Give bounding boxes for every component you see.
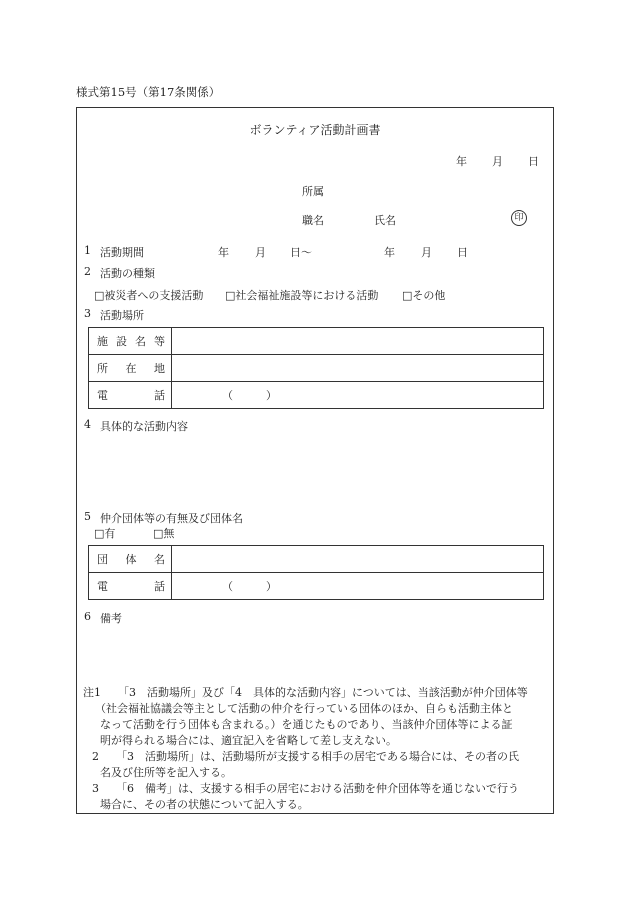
type-option-label: 被災者への支援活動 bbox=[104, 289, 204, 302]
label-char: 在 bbox=[125, 362, 137, 375]
period-to-month: 月 bbox=[421, 246, 432, 259]
period-to-day: 日 bbox=[457, 246, 468, 259]
type-label: 活動の種類 bbox=[100, 267, 155, 280]
intermediary-table bbox=[88, 545, 544, 600]
form-title: ボランティア活動計画書 bbox=[249, 123, 381, 137]
intermediary-no-checkbox[interactable] bbox=[153, 525, 174, 541]
note-line: 「6 備考」は、支援する相手の居宅における活動を仲介団体等を通じないで行う bbox=[116, 782, 519, 795]
date-year-label: 年 bbox=[456, 155, 467, 168]
option-label: 有 bbox=[104, 527, 116, 540]
type-option-disaster-checkbox[interactable] bbox=[94, 287, 203, 303]
phone-value: （ ） bbox=[222, 580, 277, 593]
period-from-month: 月 bbox=[255, 246, 266, 259]
section-number: 3 bbox=[84, 307, 91, 320]
label-char: 電 bbox=[97, 389, 108, 402]
place-table bbox=[88, 327, 544, 409]
note-3-prefix: 3 bbox=[92, 782, 99, 795]
phone-field[interactable] bbox=[172, 382, 544, 409]
note-line: なって活動を行う団体も含まれる。）を通じたものであり、当該仲介団体等による証 bbox=[100, 718, 513, 731]
note-line: 名及び住所等を記入する。 bbox=[100, 766, 232, 779]
note-line: （社会福祉協議会等主として活動の仲介を行っている団体のほか、自らも活動主体と bbox=[95, 702, 513, 715]
section-number: 6 bbox=[84, 610, 91, 623]
phone-label bbox=[89, 387, 171, 403]
remarks-label: 備考 bbox=[100, 612, 122, 625]
address-field[interactable] bbox=[172, 355, 544, 382]
position-label: 職名 bbox=[302, 214, 324, 227]
label-char: 名 bbox=[154, 553, 165, 566]
type-option-label: その他 bbox=[412, 289, 446, 302]
table-row bbox=[89, 546, 544, 573]
section-number: 2 bbox=[84, 265, 91, 278]
note-2-prefix: 2 bbox=[92, 750, 99, 763]
type-option-label: 社会福祉施設等における活動 bbox=[235, 289, 379, 302]
group-name-label bbox=[89, 551, 171, 567]
note-line: 「3 活動場所」は、活動場所が支援する相手の居宅である場合には、その者の氏 bbox=[116, 750, 519, 763]
seal-icon: 印 bbox=[511, 210, 527, 226]
note-1-prefix: 注1 bbox=[83, 686, 101, 699]
type-option-other-checkbox[interactable] bbox=[402, 287, 445, 303]
option-label: 無 bbox=[163, 527, 175, 540]
table-row bbox=[89, 573, 544, 600]
label-char: 名 bbox=[135, 335, 146, 348]
label-char: 話 bbox=[154, 580, 165, 593]
type-option-welfare-checkbox[interactable] bbox=[225, 287, 378, 303]
note-line: 「3 活動場所」及び「4 具体的な活動内容」については、当該活動が仲介団体等 bbox=[118, 686, 528, 699]
label-char: 電 bbox=[97, 580, 108, 593]
note-line: 場合に、その者の状態について記入する。 bbox=[100, 798, 309, 811]
table-row bbox=[89, 328, 544, 355]
phone-value: （ ） bbox=[222, 389, 277, 402]
content-label: 具体的な活動内容 bbox=[100, 420, 188, 433]
name-label: 氏名 bbox=[374, 214, 396, 227]
section-number: 4 bbox=[84, 418, 91, 431]
label-char: 等 bbox=[154, 335, 165, 348]
label-char: 団 bbox=[97, 553, 108, 566]
facility-name-field[interactable] bbox=[172, 328, 544, 355]
section-number: 5 bbox=[84, 510, 91, 523]
label-char: 所 bbox=[97, 362, 108, 375]
group-name-field[interactable] bbox=[172, 546, 544, 573]
intermediary-label: 仲介団体等の有無及び団体名 bbox=[100, 512, 243, 525]
facility-name-label bbox=[89, 333, 171, 349]
label-char: 体 bbox=[125, 553, 137, 566]
period-to-year: 年 bbox=[384, 246, 395, 259]
table-row bbox=[89, 382, 544, 409]
affiliation-label: 所属 bbox=[302, 185, 324, 198]
period-from-year: 年 bbox=[218, 246, 229, 259]
label-char: 施 bbox=[97, 335, 108, 348]
date-day-label: 日 bbox=[528, 155, 539, 168]
phone-label bbox=[89, 578, 171, 594]
address-label bbox=[89, 360, 171, 376]
intermediary-yes-checkbox[interactable] bbox=[94, 525, 115, 541]
table-row bbox=[89, 355, 544, 382]
label-char: 話 bbox=[154, 389, 165, 402]
period-from-day: 日～ bbox=[290, 246, 312, 259]
phone-field[interactable] bbox=[172, 573, 544, 600]
place-label: 活動場所 bbox=[100, 309, 144, 322]
date-month-label: 月 bbox=[492, 155, 503, 168]
form-number: 様式第15号（第17条関係） bbox=[76, 85, 221, 99]
period-label: 活動期間 bbox=[100, 246, 144, 259]
note-line: 明が得られる場合には、適宜記入を省略して差し支えない。 bbox=[100, 734, 397, 747]
label-char: 地 bbox=[154, 362, 165, 375]
label-char: 設 bbox=[116, 335, 127, 348]
section-number: 1 bbox=[84, 244, 91, 257]
